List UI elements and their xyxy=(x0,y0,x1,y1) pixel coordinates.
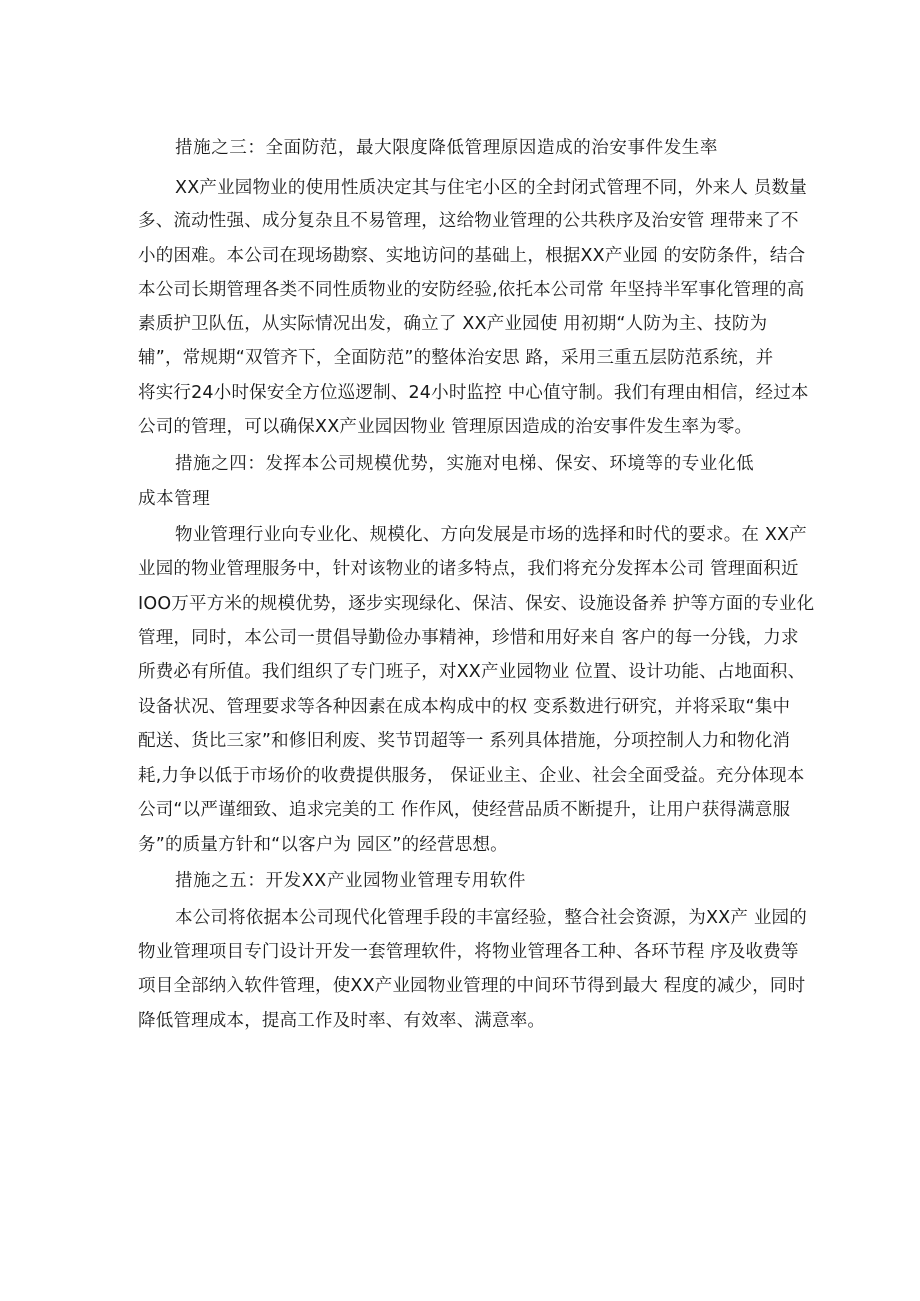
paragraph-line: 管理，同时，本公司一贯倡导勤俭办事精神，珍惜和用好来自 客户的每一分钱，力求 xyxy=(138,628,799,648)
paragraph-line: 设备状况、管理要求等各种因素在成本构成中的权 变系数进行研究，并将采取“集中 xyxy=(138,697,791,717)
section-heading-measure-5: 措施之五：开发XX产业园物业管理专用软件 xyxy=(175,871,526,891)
paragraph-line: 配送、货比三家”和修旧利废、奖节罚超等一 系列具体措施，分项控制人力和物化消 xyxy=(138,731,791,751)
paragraph-line: 物业管理行业向专业化、规模化、方向发展是市场的选择和时代的要求。在 XX产 xyxy=(175,525,807,545)
paragraph-line: IOO万平方米的规模优势，逐步实现绿化、保洁、保安、设施设备养 护等方面的专业化 xyxy=(138,594,815,614)
paragraph-line: 辅”，常规期“双管齐下，全面防范”的整体治安思 路，采用三重五层防范系统，并 xyxy=(138,348,774,368)
paragraph-line: 项目全部纳入软件管理，使XX产业园物业管理的中间环节得到最大 程度的减少，同时 xyxy=(138,976,806,996)
paragraph-line: 本公司将依据本公司现代化管理手段的丰富经验，整合社会资源，为XX产 业园的 xyxy=(175,908,807,928)
paragraph-line: 公司“以严谨细致、追求完美的工 作作风，使经营品质不断提升，让用户获得满意服 xyxy=(138,800,791,820)
paragraph-line: 素质护卫队伍，从实际情况出发，确立了 XX产业园使 用初期“人防为主、技防为 xyxy=(138,314,768,334)
paragraph-line: XX产业园物业的使用性质决定其与住宅小区的全封闭式管理不同，外来人 员数量 xyxy=(175,178,807,198)
paragraph-line: 所费必有所值。我们组织了专门班子，对XX产业园物业 位置、设计功能、占地面积、 xyxy=(138,662,806,682)
section-heading-measure-4-continued: 成本管理 xyxy=(138,489,211,509)
paragraph-line: 降低管理成本，提高工作及时率、有效率、满意率。 xyxy=(138,1011,546,1031)
section-heading-measure-4: 措施之四：发挥本公司规模优势，实施对电梯、保安、环境等的专业化低 xyxy=(175,454,755,474)
paragraph-line: 将实行24小时保安全方位巡逻制、24小时监控 中心值守制。我们有理由相信，经过本 xyxy=(138,383,809,403)
paragraph-line: 小的困难。本公司在现场勘察、实地访问的基础上，根据XX产业园 的安防条件，结合 xyxy=(138,246,806,266)
section-heading-measure-3: 措施之三：全面防范，最大限度降低管理原因造成的治安事件发生率 xyxy=(175,138,718,158)
paragraph-line: 耗,力争以低于市场价的收费提供服务， 保证业主、企业、社会全面受益。充分体现本 xyxy=(138,766,805,786)
paragraph-line: 物业管理项目专门设计开发一套管理软件，将物业管理各工种、各环节程 序及收费等 xyxy=(138,942,799,962)
paragraph-line: 本公司长期管理各类不同性质物业的安防经验,依托本公司常 年坚持半军事化管理的高 xyxy=(138,280,805,300)
paragraph-line: 务”的质量方针和“以客户为 园区”的经营思想。 xyxy=(138,835,508,855)
paragraph-line: 公司的管理，可以确保XX产业园因物业 管理原因造成的治安事件发生率为零。 xyxy=(138,417,753,437)
paragraph-line: 业园的物业管理服务中，针对该物业的诸多特点，我们将充分发挥本公司 管理面积近 xyxy=(138,559,799,579)
paragraph-line: 多、流动性强、成分复杂且不易管理，这给物业管理的公共秩序及治安管 理带来了不 xyxy=(138,211,799,231)
